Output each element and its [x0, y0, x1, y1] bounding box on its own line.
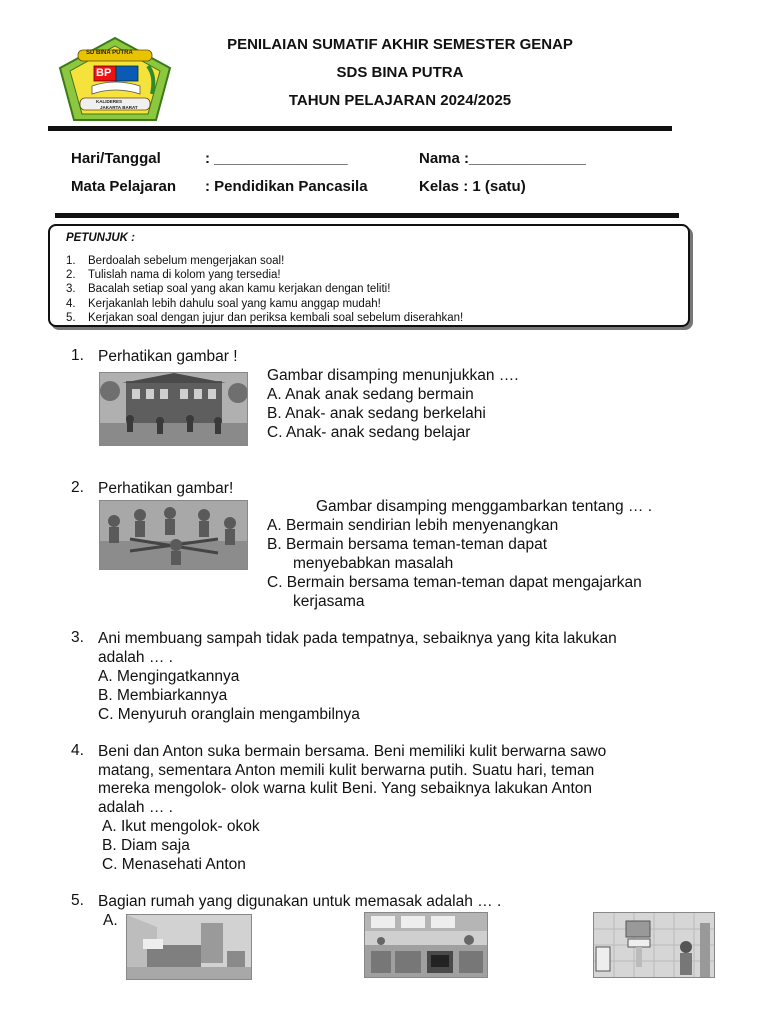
q1-option-c[interactable]: C. Anak- anak sedang belajar: [267, 424, 471, 441]
q4-text-line3: mereka mengolok- olok warna kulit Beni. Yang sebaiknya lakukan Anton: [98, 780, 592, 797]
q5-bedroom-image[interactable]: [126, 914, 252, 980]
q1-school-children-image: [99, 372, 248, 446]
instructions-list: [66, 254, 463, 325]
kelas-value: Kelas : 1 (satu): [419, 178, 526, 195]
list-item: 4. Kerjakanlah lebih dahulu soal yang kamu anggap mudah!: [66, 297, 381, 310]
q5-bathroom-image[interactable]: [593, 912, 715, 978]
q2-number: 2.: [71, 479, 84, 496]
q2-option-c[interactable]: C. Bermain bersama teman-teman dapat mengajarkan: [267, 574, 642, 591]
q4-text-line4: adalah … .: [98, 799, 173, 816]
logo-initials: BP: [96, 67, 112, 79]
mapel-label: Mata Pelajaran: [71, 178, 177, 195]
q3-text-line2: adalah … .: [98, 649, 173, 666]
q4-text-line1: Beni dan Anton suka bermain bersama. Beni memiliki kulit berwarna sawo: [98, 743, 607, 760]
q3-text-line1: Ani membuang sampah tidak pada tempatnya, sebaiknya yang kita lakukan: [98, 630, 617, 647]
q2-option-a[interactable]: A. Bermain sendirian lebih menyenangkan: [267, 517, 559, 534]
q4-text-line2: matang, sementara Anton memili kulit berwarna putih. Suatu hari, teman: [98, 762, 595, 779]
logo-top-text: SD BINA PUTRA: [86, 50, 133, 56]
q3-option-c[interactable]: C. Menyuruh oranglain mengambilnya: [98, 706, 360, 723]
logo-bottom-text-1: KALIDERES: [96, 99, 123, 104]
q5-text: Bagian rumah yang digunakan untuk memasak adalah … .: [98, 893, 502, 910]
list-item: 5. Kerjakan soal dengan jujur dan periksa kembali soal sebelum diserahkan!: [66, 311, 464, 324]
q4-option-c[interactable]: C. Menasehati Anton: [102, 856, 246, 873]
list-item: 2. Tulislah nama di kolom yang tersedia!: [66, 269, 281, 282]
q3-number: 3.: [71, 629, 84, 646]
q2-option-b[interactable]: B. Bermain bersama teman-teman dapat: [267, 536, 547, 553]
q1-option-b[interactable]: B. Anak- anak sedang berkelahi: [267, 405, 486, 422]
q1-number: 1.: [71, 347, 84, 364]
mapel-value: : Pendidikan Pancasila: [205, 178, 368, 195]
q3-option-a[interactable]: A. Mengingatkannya: [98, 668, 240, 685]
header-divider: [48, 126, 672, 131]
q5-kitchen-image[interactable]: [364, 912, 488, 978]
instructions-title: PETUNJUK :: [66, 232, 136, 244]
list-item: 3. Bacalah setiap soal yang akan kamu kerjakan dengan teliti!: [66, 283, 391, 296]
list-item: 1. Berdoalah sebelum mengerjakan soal!: [66, 255, 285, 267]
q2-text: Perhatikan gambar!: [98, 480, 234, 497]
school-name: SDS BINA PUTRA: [336, 64, 464, 81]
q4-option-a[interactable]: A. Ikut mengolok- okok: [102, 818, 260, 835]
q5-number: 5.: [71, 892, 84, 909]
q2-children-playing-image: [99, 500, 248, 570]
q5-option-a[interactable]: A.: [103, 912, 118, 929]
q2-option-c-cont: kerjasama: [293, 593, 365, 610]
q1-stem: Gambar disamping menunjukkan ….: [267, 367, 519, 384]
q3-option-b[interactable]: B. Membiarkannya: [98, 687, 228, 704]
q1-text: Perhatikan gambar !: [98, 348, 238, 365]
exam-title: PENILAIAN SUMATIF AKHIR SEMESTER GENAP: [227, 36, 573, 53]
logo-bottom-text-2: JAKARTA BARAT: [100, 105, 138, 110]
nama-field[interactable]: Nama :______________: [419, 150, 586, 167]
academic-year: TAHUN PELAJARAN 2024/2025: [288, 92, 512, 109]
q4-option-b[interactable]: B. Diam saja: [102, 837, 190, 854]
q1-option-a[interactable]: A. Anak anak sedang bermain: [267, 386, 474, 403]
instructions-box: [48, 224, 690, 327]
hari-field[interactable]: : ________________: [205, 150, 348, 167]
hari-label: Hari/Tanggal: [71, 150, 161, 167]
info-divider: [55, 213, 679, 218]
q2-stem: Gambar disamping menggambarkan tentang … .: [316, 498, 653, 515]
q4-number: 4.: [71, 742, 84, 759]
q2-option-b-cont: menyebabkan masalah: [293, 555, 454, 572]
